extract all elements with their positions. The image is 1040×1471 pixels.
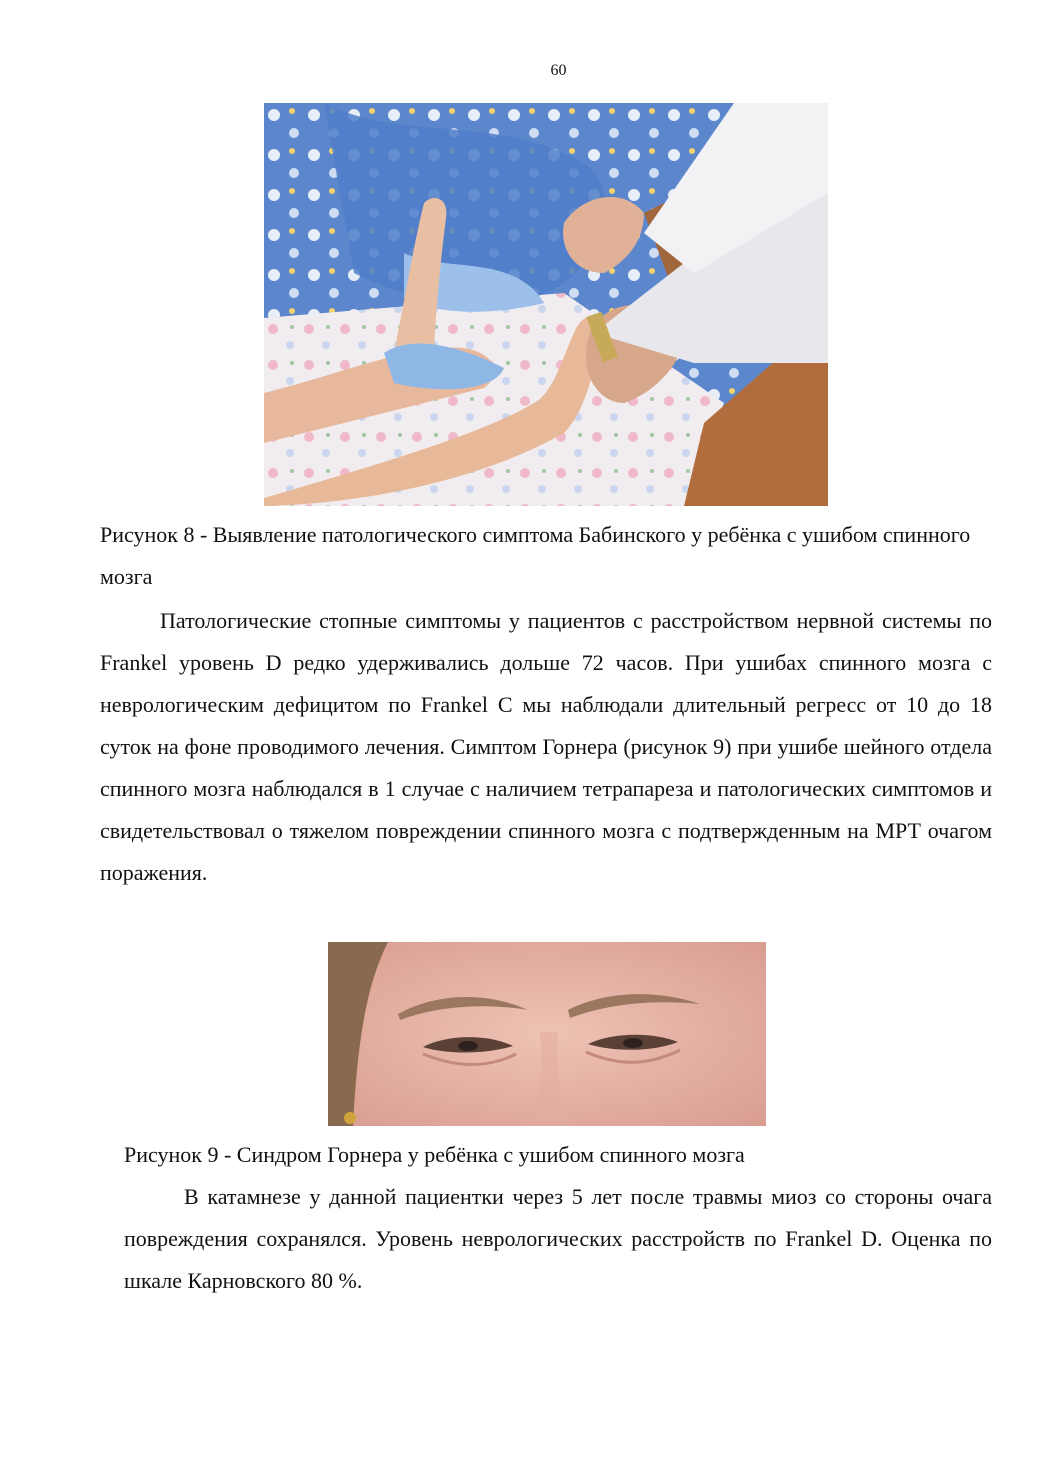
figure-9-photo	[328, 942, 766, 1126]
paragraph-1	[100, 600, 992, 894]
paragraph-2-text: В катамнезе у данной пациентки через 5 лет после травмы миоз со стороны очага повреждения сохранялся. Уровень неврологических расстройств по Frankel D. Оценка по шкале Карновского 80 %.	[124, 1184, 992, 1293]
figure-8-photo	[264, 103, 828, 506]
paragraph-2	[124, 1176, 992, 1302]
figure-9-caption: Рисунок 9 - Синдром Горнера у ребёнка с ушибом спинного мозга	[124, 1142, 745, 1167]
paragraph-1-text: Патологические стопные симптомы у пациентов с расстройством нервной системы по Frankel уровень D редко удерживались дольше 72 часов. При ушибах спинного мозга с неврологическим дефицитом по Frankel C мы наблюдали длительный регресс от 10 до 18 суток на фоне проводимого лечения. Симптом Горнера (рисунок 9) при ушибе шейного отдела спинного мозга наблюдался в 1 случае с наличием тетрапареза и патологических симптомов и свидетельствовал о тяжелом повреждении спинного мозга с подтвержденным на МРТ очагом поражения.	[100, 608, 992, 885]
figure-8-caption: Рисунок 8 - Выявление патологического симптома Бабинского у ребёнка с ушибом спинного мозга	[100, 522, 971, 589]
page-number: 60	[550, 62, 567, 79]
